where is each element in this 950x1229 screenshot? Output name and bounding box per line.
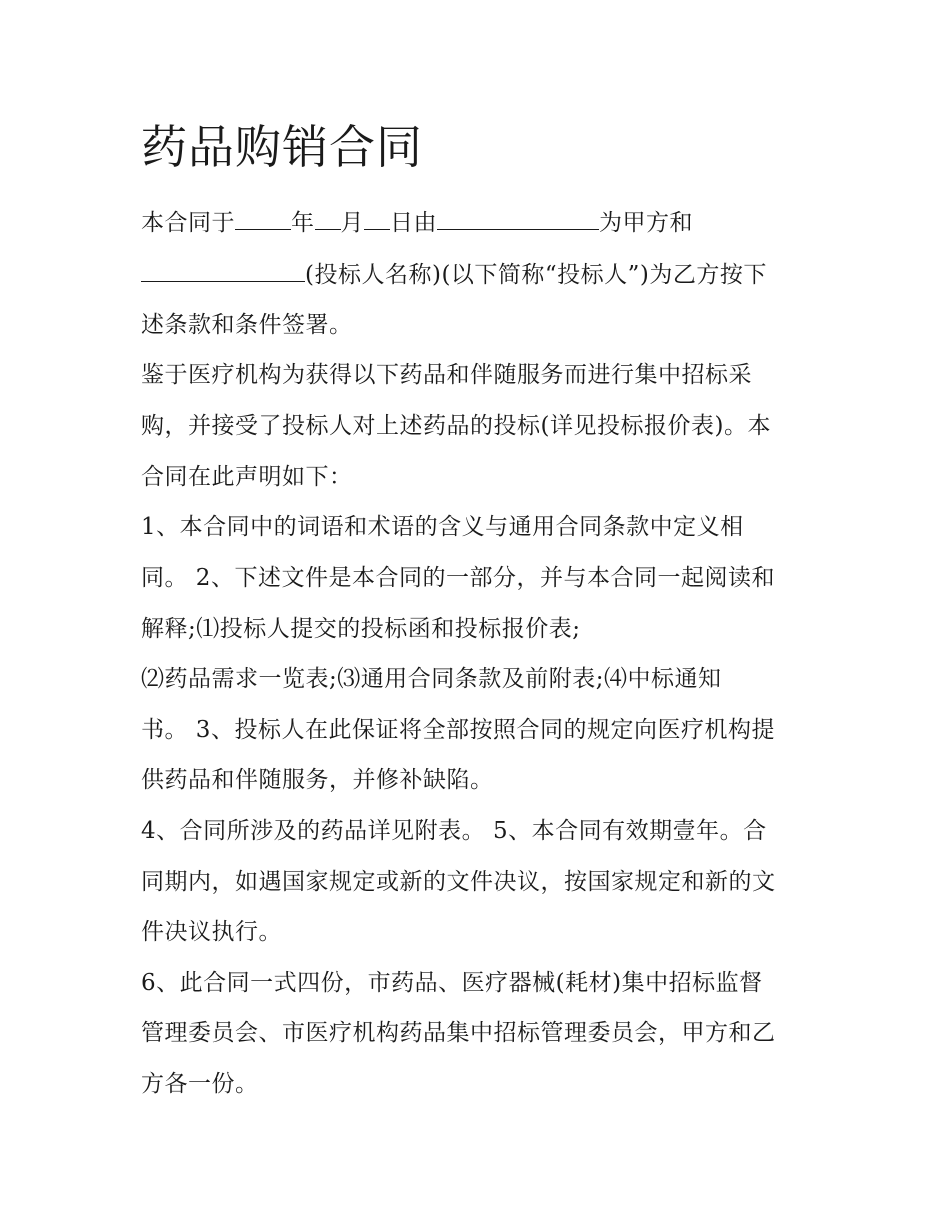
intro-line-3: 述条款和条件签署。 (141, 312, 353, 338)
paragraph-line: ⑵药品需求一览表;⑶通用合同条款及前附表;⑷中标通知 (141, 666, 722, 692)
intro-text-5: 为甲方和 (599, 210, 693, 236)
paragraph-line: 供药品和伴随服务，并修补缺陷。 (141, 767, 494, 793)
paragraph-line: 书。 3、投标人在此保证将全部按照合同的规定向医疗机构提 (141, 717, 775, 743)
paragraph-line: 6、此合同一式四份，市药品、医疗器械(耗材)集中招标监督 (141, 970, 763, 996)
intro-text-3: 月 (340, 210, 364, 236)
paragraph-line: 解释;⑴投标人提交的投标函和投标报价表; (141, 616, 581, 642)
paragraph-line: 同。 2、下述文件是本合同的一部分，并与本合同一起阅读和 (141, 565, 775, 591)
party-a-blank[interactable] (437, 207, 599, 230)
month-blank[interactable] (315, 207, 341, 230)
intro-text-1: 本合同于 (141, 210, 235, 236)
document-title: 药品购销合同 (141, 120, 423, 174)
intro-line-1 (141, 207, 693, 238)
paragraph-line: 购，并接受了投标人对上述药品的投标(详见投标报价表)。本 (141, 413, 771, 439)
paragraph-line: 4、合同所涉及的药品详见附表。 5、本合同有效期壹年。合 (141, 818, 767, 844)
intro-text-4: 日由 (390, 210, 437, 236)
paragraph-line: 管理委员会、市医疗机构药品集中招标管理委员会，甲方和乙 (141, 1020, 776, 1046)
year-blank[interactable] (235, 207, 291, 230)
intro-line-2 (141, 259, 767, 290)
intro-text-6: (投标人名称)(以下简称“投标人”)为乙方按下 (305, 262, 767, 288)
intro-text-2: 年 (291, 210, 315, 236)
day-blank[interactable] (364, 207, 390, 230)
paragraph-line: 合同在此声明如下： (141, 464, 353, 490)
bidder-name-blank[interactable] (141, 259, 305, 282)
paragraph-line: 1、本合同中的词语和术语的含义与通用合同条款中定义相 (141, 514, 744, 540)
paragraph-line: 同期内，如遇国家规定或新的文件决议，按国家规定和新的文 (141, 869, 776, 895)
paragraph-line: 件决议执行。 (141, 919, 282, 945)
paragraph-line: 方各一份。 (141, 1071, 259, 1097)
paragraph-line: 鉴于医疗机构为获得以下药品和伴随服务而进行集中招标采 (141, 362, 752, 388)
